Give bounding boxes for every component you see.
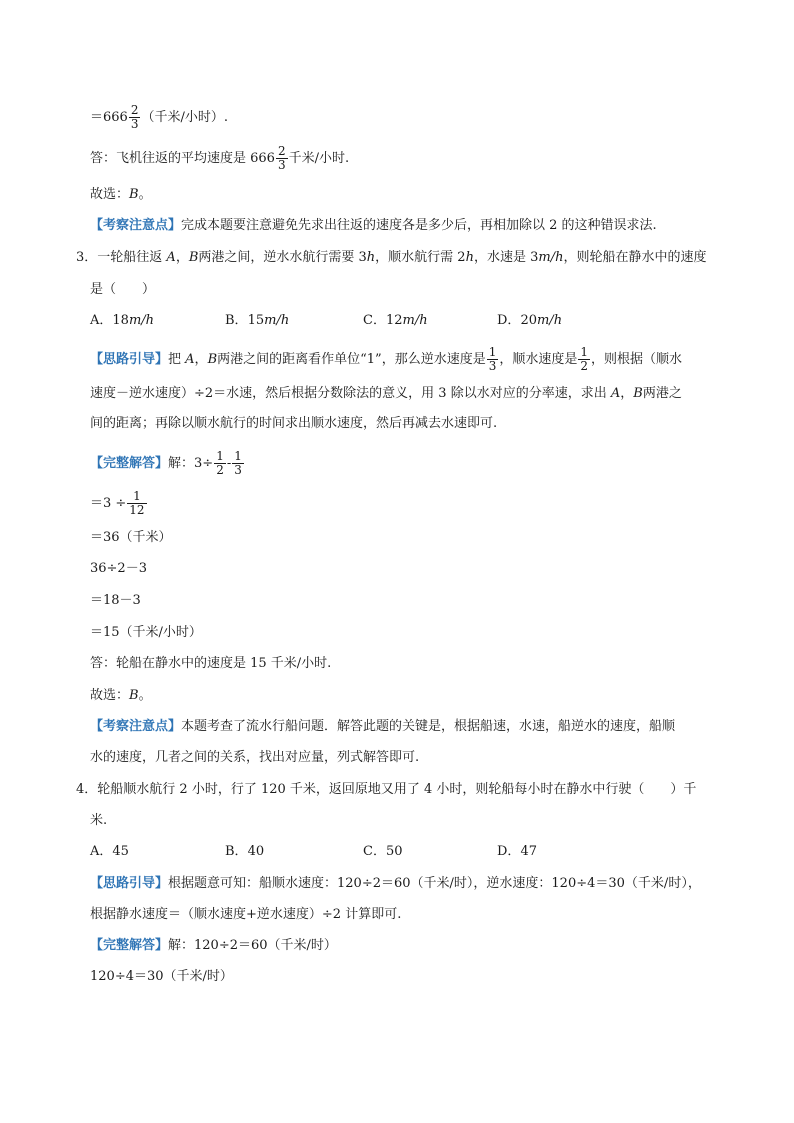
option-value: 20 bbox=[520, 313, 537, 328]
equation-text: ＝666 bbox=[90, 110, 128, 125]
choose-text: 故选： bbox=[90, 688, 130, 703]
choose-line bbox=[90, 687, 152, 705]
option-value: 47 bbox=[520, 844, 537, 859]
solution-line6: ＝15（千米/小时） bbox=[90, 625, 202, 640]
answer-text: 答：飞机往返的平均速度是 666 bbox=[90, 151, 275, 166]
question-text: 一轮船往返 bbox=[97, 250, 167, 265]
option-d bbox=[497, 843, 537, 861]
option-a bbox=[90, 312, 154, 330]
hint-text: 完成本题要注意避免先求出往返的速度各是多少后，再相加除以 2 的这种错误求法. bbox=[181, 218, 657, 233]
hint-line bbox=[90, 217, 657, 235]
option-unit: m/h bbox=[536, 313, 563, 328]
option-unit: m/h bbox=[128, 313, 155, 328]
question-4-line1 bbox=[76, 781, 696, 799]
port-a: A bbox=[185, 352, 195, 367]
unit-speed: m/h bbox=[538, 250, 564, 265]
question-text: 轮船顺水航行 2 小时，行了 120 千米，返回原地又用了 4 小时，则轮船每小时在静水中行驶（ ）千 bbox=[97, 782, 697, 797]
option-d bbox=[497, 312, 562, 330]
fraction-denominator: 3 bbox=[130, 117, 139, 131]
fraction bbox=[487, 346, 499, 373]
answer-line: 答：轮船在静水中的速度是 15 千米/小时. bbox=[90, 656, 332, 671]
guide-line3: 间的距离；再除以顺水航行的时间求出顺水速度，然后再减去水速即可. bbox=[90, 416, 498, 431]
option-letter: A． bbox=[90, 313, 113, 328]
choose-letter: B bbox=[129, 688, 139, 703]
guide-line2: 根据静水速度＝（顺水速度+逆水速度）÷2 计算即可. bbox=[90, 907, 402, 922]
guide-text: 两港之 bbox=[642, 386, 682, 401]
solution-line2 bbox=[90, 490, 148, 517]
solution-text: 解：3÷ bbox=[168, 456, 214, 471]
option-letter: C． bbox=[363, 844, 386, 859]
question-4-line2: 米. bbox=[90, 813, 108, 828]
fraction-denominator: 12 bbox=[129, 503, 145, 517]
question-text: ，水速是 3 bbox=[473, 250, 539, 265]
port-b: B bbox=[188, 250, 199, 265]
guide-label: 【思路引导】 bbox=[90, 352, 169, 367]
port-b: B bbox=[633, 386, 643, 401]
question-number: 3． bbox=[76, 250, 98, 265]
fraction-numerator: 2 bbox=[277, 144, 286, 158]
guide-text: 把 bbox=[168, 352, 186, 367]
option-value: 12 bbox=[385, 313, 403, 328]
fraction-denominator: 2 bbox=[580, 359, 588, 373]
guide-text: ， bbox=[620, 386, 634, 401]
guide-line2 bbox=[90, 385, 682, 403]
question-text: 两港之间，逆水水航行需要 3 bbox=[198, 250, 367, 265]
guide-label: 【思路引导】 bbox=[90, 876, 169, 891]
choose-text: 故选： bbox=[90, 187, 130, 202]
equation-line bbox=[90, 104, 228, 131]
choose-end: 。 bbox=[138, 187, 152, 202]
option-value: 45 bbox=[112, 844, 129, 859]
solution-line5: ＝18－3 bbox=[90, 593, 141, 608]
fraction bbox=[127, 490, 146, 517]
hint-label: 【考察注意点】 bbox=[90, 719, 182, 734]
guide-text: ， bbox=[194, 352, 208, 367]
option-letter: A． bbox=[90, 844, 113, 859]
answer-line bbox=[90, 145, 349, 172]
port-a: A bbox=[166, 250, 176, 265]
option-letter: D． bbox=[497, 313, 521, 328]
fraction-numerator: 1 bbox=[488, 345, 497, 359]
solution-line3: ＝36（千米） bbox=[90, 530, 172, 545]
question-3-line1 bbox=[76, 249, 706, 267]
guide-text: 根据题意可知：船顺水速度：120÷2＝60（千米/时），逆水速度：120÷4＝30（千米/时）， bbox=[168, 876, 701, 891]
fraction bbox=[232, 450, 244, 477]
fraction-numerator: 1 bbox=[580, 345, 588, 359]
option-unit: m/h bbox=[264, 313, 290, 328]
option-value: 15 bbox=[247, 313, 265, 328]
solution-label: 【完整解答】 bbox=[90, 938, 169, 953]
unit-text: （千米/小时）. bbox=[141, 110, 228, 125]
solution-text: ＝3 ÷ bbox=[90, 496, 127, 511]
option-c bbox=[363, 312, 428, 330]
solution-text: 解：120÷2＝60（千米/时） bbox=[168, 938, 337, 953]
fraction-denominator: 3 bbox=[234, 463, 242, 477]
option-a bbox=[90, 843, 129, 861]
fraction-numerator: 1 bbox=[216, 449, 224, 463]
question-number: 4． bbox=[76, 782, 98, 797]
hint-line2: 水的速度，几者之间的关系，找出对应量，列式解答即可. bbox=[90, 750, 420, 765]
port-a: A bbox=[610, 386, 621, 401]
option-letter: B． bbox=[225, 844, 248, 859]
option-c bbox=[363, 843, 403, 861]
fraction-numerator: 1 bbox=[127, 490, 146, 504]
fraction-denominator: 3 bbox=[488, 359, 497, 373]
hint-label: 【考察注意点】 bbox=[90, 218, 182, 233]
question-3-line2: 是（ ） bbox=[90, 282, 156, 297]
guide-text: 速度－逆水速度）÷2＝水速，然后根据分数除法的意义，用 3 除以水对应的分率速，求出 bbox=[90, 386, 611, 401]
answer-unit: 千米/小时. bbox=[288, 151, 350, 166]
guide-text: ，顺水速度是 bbox=[499, 352, 578, 367]
unit-hour: h bbox=[366, 250, 376, 265]
hint-text: 本题考查了流水行船问题．解答此题的关键是，根据船速，水速，船逆水的速度，船顺 bbox=[181, 719, 676, 734]
solution-line1 bbox=[90, 450, 245, 477]
fraction-denominator: 3 bbox=[277, 158, 286, 172]
option-unit: m/h bbox=[402, 313, 428, 328]
fraction-numerator: 1 bbox=[234, 449, 242, 463]
solution-line4: 36÷2－3 bbox=[90, 561, 147, 576]
option-value: 40 bbox=[247, 844, 265, 859]
guide-line1 bbox=[90, 875, 701, 893]
option-b bbox=[225, 843, 264, 861]
fraction bbox=[276, 145, 288, 172]
choose-letter: B bbox=[129, 187, 139, 202]
question-text: ， bbox=[175, 250, 189, 265]
fraction-numerator: 2 bbox=[130, 103, 139, 117]
guide-line1 bbox=[90, 346, 682, 373]
fraction bbox=[214, 450, 226, 477]
solution-line2: 120÷4＝30（千米/时） bbox=[90, 969, 233, 984]
option-b bbox=[225, 312, 289, 330]
option-letter: B． bbox=[225, 313, 248, 328]
option-value: 50 bbox=[385, 844, 403, 859]
unit-hour: h bbox=[465, 250, 474, 265]
solution-label: 【完整解答】 bbox=[90, 456, 169, 471]
question-text: ，则轮船在静水中的速度 bbox=[563, 250, 707, 265]
fraction bbox=[129, 104, 141, 131]
hint-line1 bbox=[90, 718, 675, 736]
port-b: B bbox=[207, 352, 218, 367]
question-text: ，顺水航行需 2 bbox=[375, 250, 466, 265]
option-letter: D． bbox=[497, 844, 521, 859]
option-value: 18 bbox=[112, 313, 129, 328]
solution-line1 bbox=[90, 937, 337, 955]
guide-text: 两港之间的距离看作单位“1”，那么逆水速度是 bbox=[217, 352, 486, 367]
guide-text: ，则根据（顺水 bbox=[591, 352, 683, 367]
choose-line bbox=[90, 186, 152, 204]
choose-end: 。 bbox=[138, 688, 152, 703]
option-letter: C． bbox=[363, 313, 386, 328]
solution-text: - bbox=[226, 456, 232, 471]
fraction-denominator: 2 bbox=[216, 463, 224, 477]
fraction bbox=[578, 346, 590, 373]
